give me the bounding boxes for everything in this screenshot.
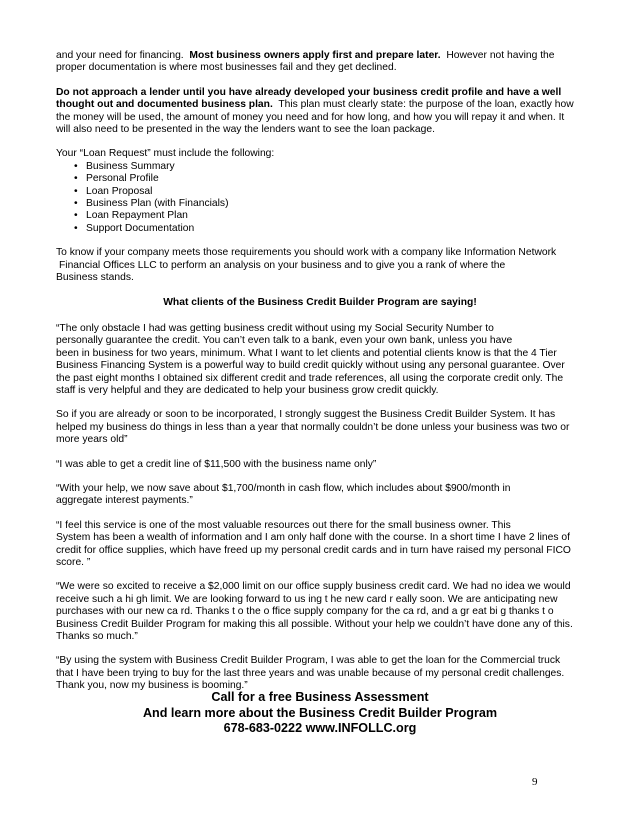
- list-item-label: Loan Proposal: [86, 185, 153, 197]
- testimonial-paragraph: [56, 520, 584, 570]
- intro-bold-text: Most business owners apply first and prepare later.: [189, 50, 441, 61]
- testimonial-line: aggregate interest payments.”: [56, 495, 193, 507]
- testimonial-line: more years old”: [56, 434, 128, 446]
- intro-line-2: proper documentation is where most businesses fail and they get declined.: [56, 62, 397, 74]
- intro-line-1: [56, 50, 584, 62]
- to-know-line-2: Financial Offices LLC to perform an analysis on your business and to give you a rank of where the: [59, 259, 506, 271]
- intro-paragraph: [56, 50, 584, 75]
- approach-line-4: will also need to be presented in the way the lenders want to see the loan package.: [56, 124, 435, 136]
- testimonial-line: “I was able to get a credit line of $11,500 with the business name only”: [56, 458, 377, 470]
- testimonial-paragraph: [56, 409, 584, 446]
- bullet-icon: •: [74, 185, 78, 197]
- testimonial-line: helped my business do things in less than a year that normally couldn’t be done unless your business was two or: [56, 421, 570, 433]
- testimonial-paragraph: [56, 483, 584, 508]
- cta-contact-line: 678-683-0222 www.INFOLLC.org: [223, 721, 417, 735]
- loan-request-intro: Your “Loan Request” must include the following:: [56, 148, 275, 160]
- testimonial-line: purchases with our new ca rd. Thanks t o the o ffice supply company for the ca rd, and a gr eat bi g thanks t o: [56, 606, 554, 618]
- list-item-label: Business Summary: [86, 160, 175, 172]
- testimonial-line: score. ”: [56, 557, 91, 568]
- cta-line-1: Call for a free Business Assessment: [211, 690, 429, 704]
- testimonial-line: staff is very helpful and they are dedicated to help your business grow credit quickly.: [56, 384, 439, 396]
- list-item: [56, 223, 584, 235]
- cta-line-2: And learn more about the Business Credit Builder Program: [142, 705, 498, 720]
- testimonial-paragraph: [56, 459, 584, 471]
- testimonial-line: Thanks so much.”: [56, 631, 138, 643]
- testimonial-line: Business Credit Builder Program for making this all possible. Without your help we couldn’t have done any of this.: [56, 618, 573, 630]
- approach-paragraph: [56, 87, 584, 137]
- testimonial-line: So if you are already or soon to be incorporated, I strongly suggest the Business Credit Builder System. It has: [56, 409, 556, 421]
- to-know-paragraph: [56, 247, 584, 284]
- list-item: [56, 173, 584, 185]
- testimonial-line: personally guarantee the credit. You can’t even talk to a bank, even your own bank, unless you have: [56, 335, 513, 347]
- list-item: [56, 198, 584, 210]
- bullet-icon: •: [74, 210, 78, 222]
- intro-text: and your need for financing.: [56, 50, 184, 61]
- list-item-label: Business Plan (with Financials): [86, 198, 229, 210]
- to-know-line-1: To know if your company meets those requirements you should work with a company like Information Network: [56, 247, 557, 259]
- testimonial-line: “The only obstacle I had was getting business credit without using my Social Security Number to: [56, 322, 494, 334]
- approach-line-2: [56, 99, 584, 111]
- page-body: [56, 50, 584, 705]
- bullet-icon: •: [74, 222, 78, 234]
- list-item: [56, 161, 584, 173]
- call-to-action: [56, 690, 584, 737]
- testimonial-line: “I feel this service is one of the most valuable resources out there for the small business owner. This: [56, 519, 511, 531]
- approach-line-3: the money will be used, the amount of money you need and for how long, and how you will repay it and when. It: [56, 111, 565, 123]
- approach-line-2-rest: This plan must clearly state: the purpose of the loan, exactly how: [278, 99, 574, 111]
- testimonial-line: that I have been trying to buy for the last three years and was unable because of my personal credit challenges.: [56, 667, 565, 679]
- list-item-label: Support Documentation: [86, 222, 195, 234]
- to-know-line-3: Business stands.: [56, 272, 134, 284]
- loan-request-list: [56, 161, 584, 235]
- approach-bold-line-2: thought out and documented business plan.: [56, 99, 273, 111]
- testimonial-line: receive such a hi gh limit. We are looking forward to us ing t he new card r eally soon. We are anticipating new: [56, 593, 558, 605]
- testimonials-heading: What clients of the Business Credit Builder Program are saying!: [163, 296, 477, 308]
- testimonial-line: “With your help, we now save about $1,700/month in cash flow, which includes about $900/month in: [56, 482, 511, 494]
- testimonial-paragraph: [56, 581, 584, 643]
- bullet-icon: •: [74, 173, 78, 185]
- list-item: [56, 186, 584, 198]
- testimonial-line: Business Financing System is a powerful way to build credit quickly without using any personal guarantee. Over: [56, 360, 565, 372]
- testimonial-line: System has been a wealth of information and I am only half done with the course. In a short time I have 2 lines of: [56, 532, 570, 544]
- testimonial-paragraph: [56, 323, 584, 397]
- bullet-icon: •: [74, 160, 78, 172]
- testimonial-paragraph: [56, 655, 584, 692]
- intro-text-rest: However not having the: [446, 50, 555, 61]
- testimonial-line: Thank you, now my business is booming.”: [56, 680, 248, 692]
- testimonial-line: “By using the system with Business Credit Builder Program, I was able to get the loan for the Commercial truck: [56, 655, 561, 667]
- testimonial-line: the past eight months I obtained six different credit and trade references, all using the corporate credit only. The: [56, 372, 564, 384]
- testimonial-line: credit for office supplies, which have freed up my personal credit cards and in turn have raised my personal FICO: [56, 544, 571, 556]
- bullet-icon: •: [74, 198, 78, 210]
- testimonial-line: “We were so excited to receive a $2,000 limit on our office supply business credit card. We had no idea we would: [56, 581, 571, 593]
- list-item: [56, 210, 584, 222]
- approach-bold-line-1: Do not approach a lender until you have already developed your business credit profile and have a well: [56, 86, 562, 98]
- list-item-label: Personal Profile: [86, 173, 159, 185]
- page-number: 9: [532, 776, 538, 788]
- list-item-label: Loan Repayment Plan: [86, 210, 188, 222]
- testimonial-line: been in business for two years, minimum. What I want to let clients and potential clients know is that the 4 Tier: [56, 347, 557, 359]
